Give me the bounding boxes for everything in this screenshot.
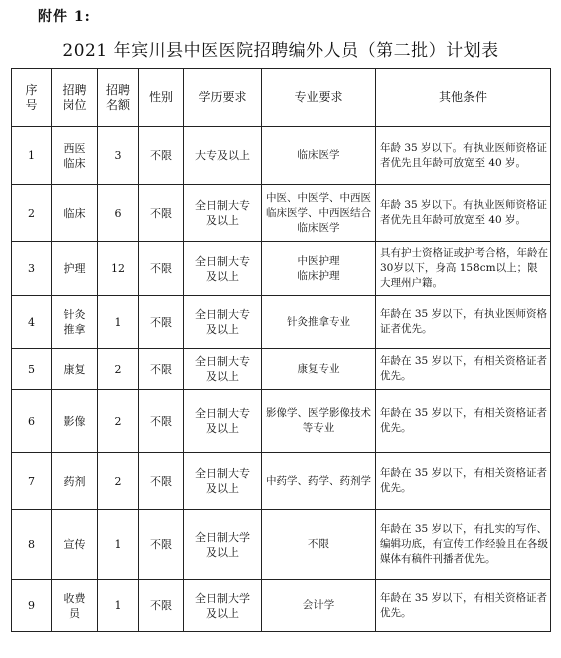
row-position: 护理 [52, 242, 98, 296]
row-other-conditions: 年龄在 35 岁以下，有相关资格证者优先。 [376, 349, 551, 390]
row-position: 康复 [52, 349, 98, 390]
row-quota: 1 [98, 580, 139, 632]
row-education: 全日制大专 及以上 [184, 453, 262, 510]
row-position: 收费 员 [52, 580, 98, 632]
table-row [12, 185, 551, 242]
attachment-label: 附件 1: [38, 9, 91, 25]
row-other-conditions: 年龄在 35 岁以下，有相关资格证者优先。 [376, 580, 551, 632]
header-major [262, 69, 376, 127]
row-position: 临床 [52, 185, 98, 242]
row-index: 1 [12, 127, 52, 185]
header-label: 序 号 [25, 82, 38, 112]
row-index: 4 [12, 296, 52, 349]
row-other-conditions: 年龄在 35 岁以下，有扎实的写作、编辑功底，有宣传工作经验且在各级媒体有稿件刊播者优先。 [376, 510, 551, 580]
row-major: 针灸推拿专业 [262, 296, 376, 349]
row-quota: 1 [98, 296, 139, 349]
header-label: 其他条件 [438, 90, 487, 104]
row-education: 全日制大学 及以上 [184, 580, 262, 632]
recruitment-plan-table [11, 68, 551, 632]
header-position [52, 69, 98, 127]
row-education: 全日制大专 及以上 [184, 242, 262, 296]
row-position: 影像 [52, 390, 98, 453]
row-quota: 12 [98, 242, 139, 296]
row-major: 中医护理 临床护理 [262, 242, 376, 296]
table-row [12, 349, 551, 390]
row-other-conditions: 年龄在 35 岁以下，有相关资格证者优先。 [376, 453, 551, 510]
table-row [12, 510, 551, 580]
row-major: 影像学、医学影像技术等专业 [262, 390, 376, 453]
row-major: 中药学、药学、药剂学 [262, 453, 376, 510]
header-gender [139, 69, 184, 127]
table-row [12, 242, 551, 296]
row-major: 中医、中医学、中西医临床医学、中西医结合临床医学 [262, 185, 376, 242]
row-quota: 6 [98, 185, 139, 242]
page-title: 2021 年宾川县中医医院招聘编外人员（第二批）计划表 [62, 41, 499, 61]
row-other-conditions: 年龄在 35 岁以下，有执业医师资格证者优先。 [376, 296, 551, 349]
row-position: 药剂 [52, 453, 98, 510]
row-quota: 3 [98, 127, 139, 185]
header-education [184, 69, 262, 127]
row-quota: 2 [98, 453, 139, 510]
row-major: 会计学 [262, 580, 376, 632]
row-position: 针灸 推拿 [52, 296, 98, 349]
row-index: 6 [12, 390, 52, 453]
row-index: 9 [12, 580, 52, 632]
row-quota: 2 [98, 349, 139, 390]
table-row [12, 580, 551, 632]
row-other-conditions: 年龄 35 岁以下。有执业医师资格证者优先且年龄可放宽至 40 岁。 [376, 127, 551, 185]
row-position: 宣传 [52, 510, 98, 580]
header-quota [98, 69, 139, 127]
row-gender: 不限 [139, 349, 184, 390]
row-index: 5 [12, 349, 52, 390]
row-index: 3 [12, 242, 52, 296]
row-gender: 不限 [139, 580, 184, 632]
row-position: 西医 临床 [52, 127, 98, 185]
table-header-row [12, 69, 551, 127]
header-label: 学历要求 [198, 90, 247, 104]
row-gender: 不限 [139, 510, 184, 580]
row-gender: 不限 [139, 296, 184, 349]
row-quota: 1 [98, 510, 139, 580]
header-label: 招聘 名额 [105, 82, 130, 112]
row-education: 全日制大专 及以上 [184, 185, 262, 242]
row-major: 不限 [262, 510, 376, 580]
table-body [12, 127, 551, 632]
row-index: 7 [12, 453, 52, 510]
row-index: 8 [12, 510, 52, 580]
row-gender: 不限 [139, 242, 184, 296]
table-row [12, 390, 551, 453]
table-row [12, 296, 551, 349]
row-other-conditions: 年龄在 35 岁以下，有相关资格证者优先。 [376, 390, 551, 453]
row-major: 临床医学 [262, 127, 376, 185]
header-label: 性别 [148, 90, 173, 104]
table-row [12, 453, 551, 510]
row-quota: 2 [98, 390, 139, 453]
row-index: 2 [12, 185, 52, 242]
header-label: 招聘 岗位 [62, 82, 87, 112]
row-other-conditions: 具有护士资格证或护考合格，年龄在30岁以下，身高 158cm以上；限大理州户籍。 [376, 242, 551, 296]
row-gender: 不限 [139, 453, 184, 510]
row-education: 全日制大专 及以上 [184, 296, 262, 349]
row-gender: 不限 [139, 127, 184, 185]
header-label: 专业要求 [294, 90, 343, 104]
row-education: 全日制大专 及以上 [184, 349, 262, 390]
row-gender: 不限 [139, 185, 184, 242]
row-education: 全日制大专 及以上 [184, 390, 262, 453]
row-education: 大专及以上 [184, 127, 262, 185]
row-other-conditions: 年龄 35 岁以下。有执业医师资格证者优先且年龄可放宽至 40 岁。 [376, 185, 551, 242]
table-row [12, 127, 551, 185]
header-index [12, 69, 52, 127]
row-gender: 不限 [139, 390, 184, 453]
row-education: 全日制大学 及以上 [184, 510, 262, 580]
row-major: 康复专业 [262, 349, 376, 390]
header-other-conditions [376, 69, 551, 127]
